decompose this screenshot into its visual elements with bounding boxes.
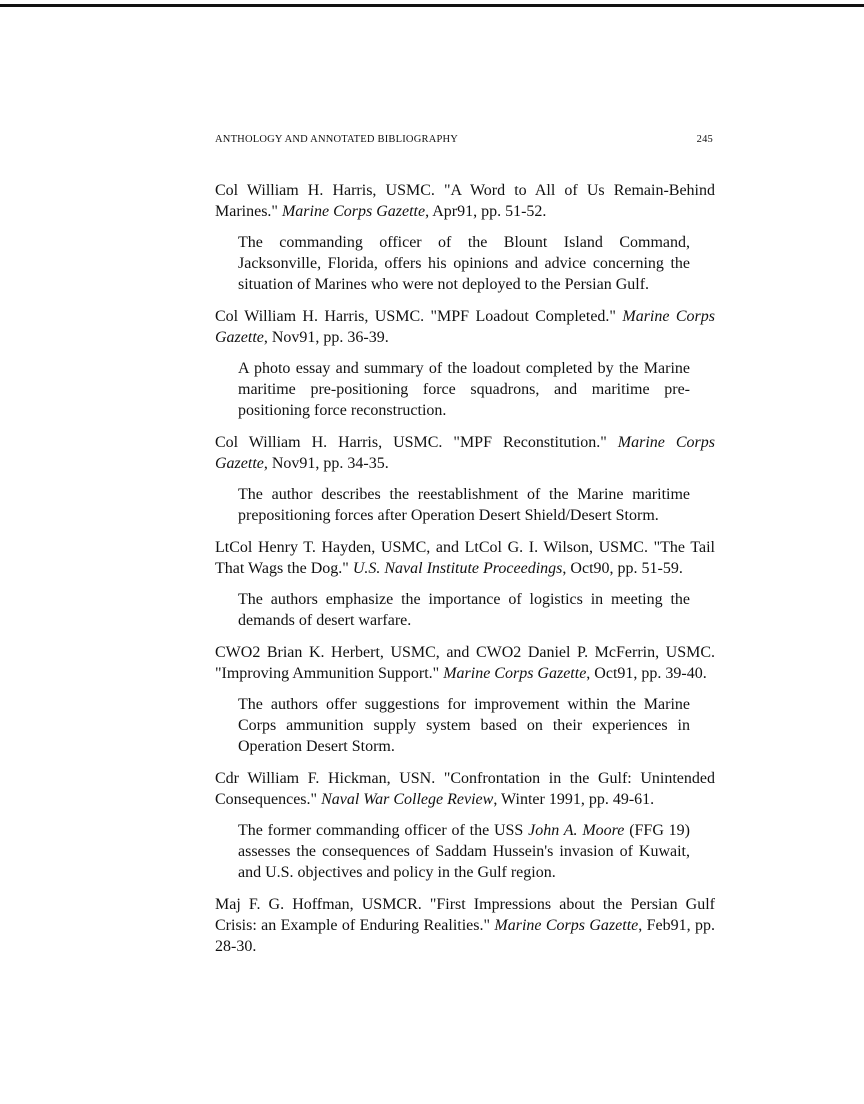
journal-title: Naval War College Review <box>321 791 494 808</box>
annotation-text: The former commanding officer of the USS <box>238 822 529 839</box>
page-number: 245 <box>696 134 713 145</box>
journal-title: Marine Corps Gazette <box>443 665 587 682</box>
annotation-text: A photo essay and summary of the loadout completed by the Marine maritime pre-positioning force squadrons, and maritime pre-positioning force reconstruction. <box>238 360 690 419</box>
citation-text: Col William H. Harris, USMC. "MPF Reconstitution." <box>215 434 618 451</box>
journal-title: U.S. Naval Institute Proceedings <box>352 560 563 577</box>
citation-text: CWO2 Brian K. Herbert, USMC, and CWO2 Daniel P. McFerrin, USMC. "Improving Ammunition Support." <box>215 644 715 682</box>
citation-text: Cdr William F. Hickman, USN. "Confrontation in the Gulf: Unintended Consequences." <box>215 770 715 808</box>
annotation <box>238 589 690 631</box>
annotation-text: The commanding officer of the Blount Island Command, Jacksonville, Florida, offers his opinions and advice concerning the situation of Marines who were not deployed to the Persian Gulf. <box>238 234 690 293</box>
citation <box>215 537 715 579</box>
annotation <box>238 484 690 526</box>
citation <box>215 894 715 957</box>
journal-title: Marine Corps Gazette <box>215 308 716 346</box>
annotation-text: The authors offer suggestions for improvement within the Marine Corps ammunition supply system based on their experiences in Operation Desert Storm. <box>238 696 690 755</box>
header-title: ANTHOLOGY AND ANNOTATED BIBLIOGRAPHY <box>215 134 459 145</box>
citation-details: , Apr91, pp. 51-52. <box>425 203 547 220</box>
annotation-italic: John A. Moore <box>528 822 625 839</box>
bibliography-list <box>215 180 715 967</box>
citation-details: , Feb91, pp. 28-30. <box>215 917 715 955</box>
citation-details: , Oct90, pp. 51-59. <box>562 560 683 577</box>
top-rule <box>0 4 864 7</box>
citation-details: , Winter 1991, pp. 49-61. <box>493 791 655 808</box>
citation-details: , Nov91, pp. 34-35. <box>263 455 389 472</box>
annotation-text: The authors emphasize the importance of logistics in meeting the demands of desert warfare. <box>238 591 690 629</box>
citation-text: Col William H. Harris, USMC. "MPF Loadout Completed." <box>215 308 623 325</box>
citation-details: , Oct91, pp. 39-40. <box>586 665 707 682</box>
citation <box>215 642 715 684</box>
citation <box>215 180 715 222</box>
annotation <box>238 820 690 883</box>
citation-text: LtCol Henry T. Hayden, USMC, and LtCol G. I. Wilson, USMC. "The Tail That Wags the Dog." <box>215 539 715 577</box>
citation <box>215 768 715 810</box>
annotation <box>238 694 690 757</box>
citation-details: , Nov91, pp. 36-39. <box>263 329 389 346</box>
citation <box>215 306 715 348</box>
citation-text: Maj F. G. Hoffman, USMCR. "First Impressions about the Persian Gulf Crisis: an Example of Enduring Realities." <box>215 896 715 934</box>
running-header <box>215 134 715 145</box>
citation <box>215 432 715 474</box>
annotation-text: The author describes the reestablishment of the Marine maritime prepositioning forces after Operation Desert Shield/Desert Storm. <box>238 486 690 524</box>
journal-title: Marine Corps Gazette <box>215 434 716 472</box>
citation-text: Col William H. Harris, USMC. "A Word to All of Us Remain-Behind Marines." <box>215 182 715 220</box>
annotation-text-cont: (FFG 19) assesses the consequences of Saddam Hussein's invasion of Kuwait, and U.S. objectives and policy in the Gulf region. <box>238 822 691 881</box>
annotation <box>238 358 690 421</box>
journal-title: Marine Corps Gazette <box>494 917 639 934</box>
annotation <box>238 232 690 295</box>
journal-title: Marine Corps Gazette <box>281 203 426 220</box>
